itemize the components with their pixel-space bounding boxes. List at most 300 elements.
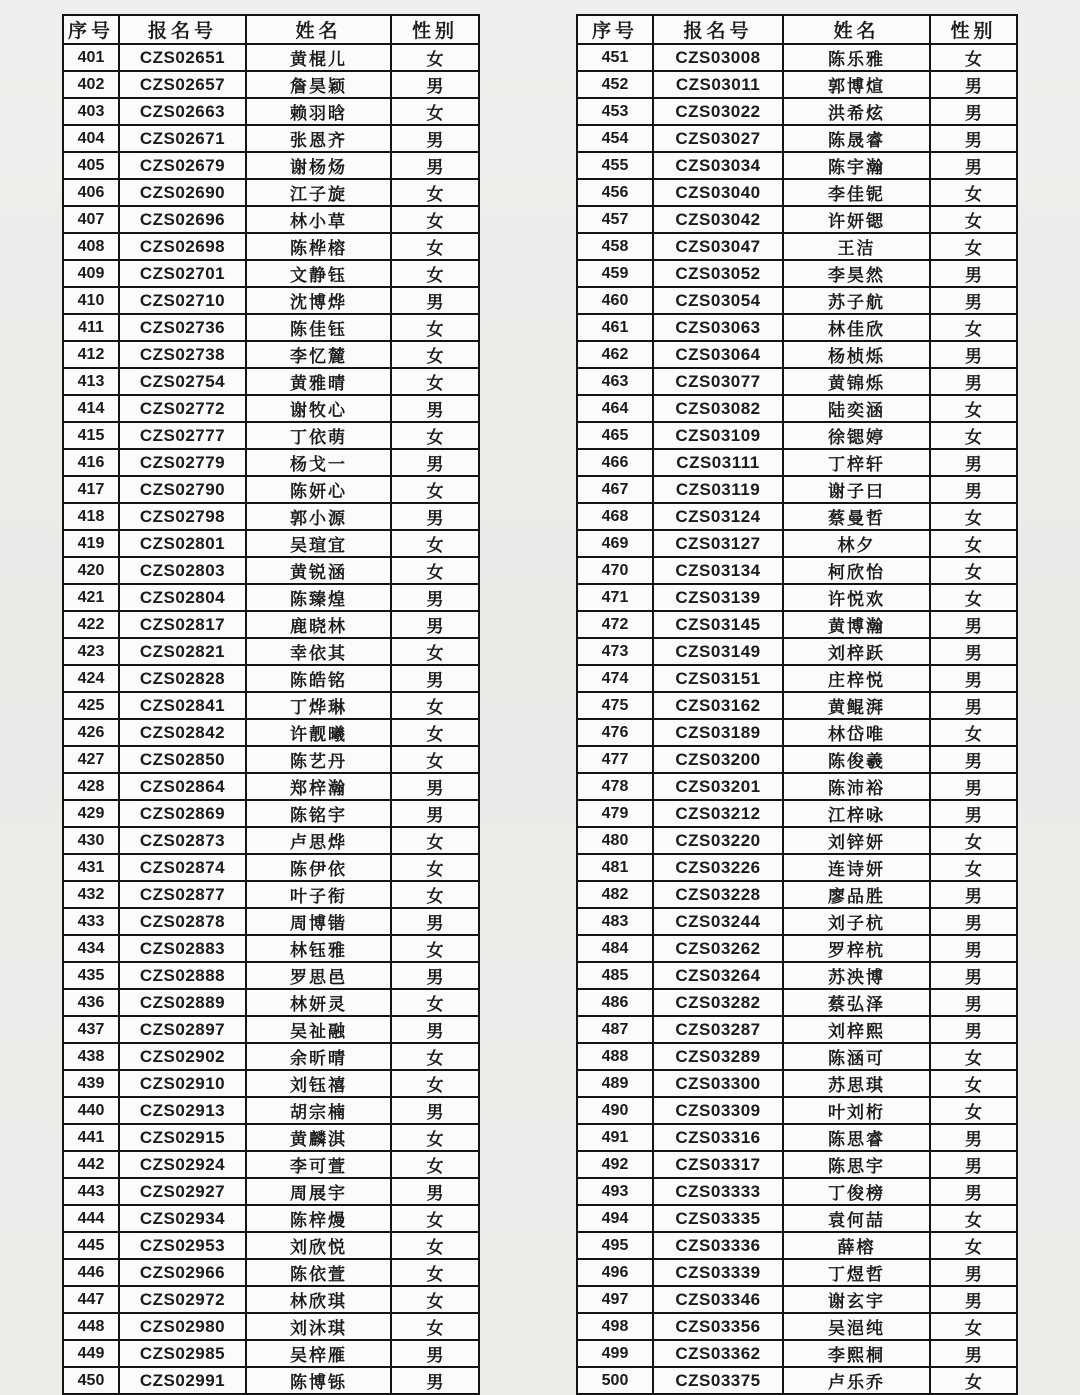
reg-no-cell: CZS02850 (119, 746, 246, 773)
table-row (577, 449, 1017, 476)
table-row (63, 1097, 479, 1124)
reg-no-cell: CZS03317 (653, 1151, 783, 1178)
reg-no-cell: CZS02972 (119, 1286, 246, 1313)
serial-cell: 461 (577, 314, 653, 341)
gender-cell: 女 (391, 1259, 479, 1286)
reg-no-cell: CZS02991 (119, 1367, 246, 1394)
serial-cell: 419 (63, 530, 119, 557)
gender-cell: 男 (930, 1124, 1017, 1151)
serial-cell: 446 (63, 1259, 119, 1286)
gender-cell: 男 (391, 449, 479, 476)
name-cell: 江梓咏 (783, 800, 930, 827)
name-cell: 陈乐雅 (783, 44, 930, 71)
reg-no-cell: CZS03008 (653, 44, 783, 71)
table-row (63, 503, 479, 530)
table-row (63, 584, 479, 611)
name-cell: 陈依萱 (246, 1259, 391, 1286)
table-row (577, 71, 1017, 98)
gender-cell: 女 (930, 179, 1017, 206)
table-row (577, 638, 1017, 665)
table-row (577, 1286, 1017, 1313)
serial-cell: 478 (577, 773, 653, 800)
name-cell: 陈艺丹 (246, 746, 391, 773)
gender-cell: 男 (930, 800, 1017, 827)
name-cell: 徐锶婷 (783, 422, 930, 449)
header-row (577, 15, 1017, 44)
gender-cell: 女 (391, 1151, 479, 1178)
name-cell: 胡宗楠 (246, 1097, 391, 1124)
gender-cell: 男 (391, 1178, 479, 1205)
reg-no-cell: CZS03282 (653, 989, 783, 1016)
serial-cell: 443 (63, 1178, 119, 1205)
table-row (577, 854, 1017, 881)
table-row (63, 1124, 479, 1151)
table-row (577, 584, 1017, 611)
serial-cell: 479 (577, 800, 653, 827)
name-cell: 许靓曦 (246, 719, 391, 746)
serial-cell: 458 (577, 233, 653, 260)
table-row (63, 1151, 479, 1178)
reg-no-cell: CZS02913 (119, 1097, 246, 1124)
reg-no-cell: CZS02777 (119, 422, 246, 449)
serial-cell: 481 (577, 854, 653, 881)
name-cell: 苏思琪 (783, 1070, 930, 1097)
reg-no-cell: CZS03220 (653, 827, 783, 854)
serial-cell: 410 (63, 287, 119, 314)
reg-no-cell: CZS03064 (653, 341, 783, 368)
reg-no-cell: CZS02902 (119, 1043, 246, 1070)
table-row (577, 1043, 1017, 1070)
table-row (577, 557, 1017, 584)
name-cell: 文静钰 (246, 260, 391, 287)
table-row (577, 287, 1017, 314)
name-cell: 黄麟淇 (246, 1124, 391, 1151)
serial-cell: 429 (63, 800, 119, 827)
gender-cell: 女 (391, 1286, 479, 1313)
reg-no-cell: CZS03077 (653, 368, 783, 395)
reg-no-cell: CZS02657 (119, 71, 246, 98)
name-cell: 丁梓轩 (783, 449, 930, 476)
gender-cell: 女 (930, 584, 1017, 611)
table-row (577, 395, 1017, 422)
reg-no-cell: CZS02934 (119, 1205, 246, 1232)
table-row (63, 179, 479, 206)
reg-no-cell: CZS03336 (653, 1232, 783, 1259)
serial-cell: 488 (577, 1043, 653, 1070)
table-row (577, 44, 1017, 71)
gender-cell: 女 (930, 1070, 1017, 1097)
gender-cell: 女 (391, 1124, 479, 1151)
name-cell: 陈涵可 (783, 1043, 930, 1070)
reg-no-cell: CZS02842 (119, 719, 246, 746)
serial-cell: 493 (577, 1178, 653, 1205)
serial-cell: 449 (63, 1340, 119, 1367)
table-row (63, 665, 479, 692)
table-row (577, 179, 1017, 206)
name-cell: 刘子杭 (783, 908, 930, 935)
serial-cell: 425 (63, 692, 119, 719)
table-row (63, 1367, 479, 1394)
name-cell: 周展宇 (246, 1178, 391, 1205)
table-row (63, 557, 479, 584)
reg-no-cell: CZS02671 (119, 125, 246, 152)
name-cell: 吴梓雁 (246, 1340, 391, 1367)
table-row (63, 800, 479, 827)
table-row (577, 1259, 1017, 1286)
reg-no-cell: CZS03042 (653, 206, 783, 233)
reg-no-cell: CZS02779 (119, 449, 246, 476)
gender-cell: 男 (930, 638, 1017, 665)
serial-cell: 462 (577, 341, 653, 368)
name-cell: 吴祉融 (246, 1016, 391, 1043)
reg-no-cell: CZS02817 (119, 611, 246, 638)
gender-cell: 女 (930, 1043, 1017, 1070)
serial-cell: 494 (577, 1205, 653, 1232)
name-cell: 陈皓铭 (246, 665, 391, 692)
serial-cell: 445 (63, 1232, 119, 1259)
serial-cell: 500 (577, 1367, 653, 1394)
serial-cell: 489 (577, 1070, 653, 1097)
gender-cell: 男 (930, 98, 1017, 125)
gender-cell: 女 (391, 341, 479, 368)
name-cell: 李佳铌 (783, 179, 930, 206)
table-row (577, 206, 1017, 233)
gender-cell: 女 (391, 881, 479, 908)
name-cell: 丁依萌 (246, 422, 391, 449)
header-row (63, 15, 479, 44)
gender-cell: 男 (391, 962, 479, 989)
gender-cell: 女 (930, 1097, 1017, 1124)
serial-cell: 406 (63, 179, 119, 206)
serial-cell: 416 (63, 449, 119, 476)
reg-no-cell: CZS02690 (119, 179, 246, 206)
gender-cell: 女 (391, 422, 479, 449)
gender-cell: 女 (930, 395, 1017, 422)
gender-cell: 女 (930, 719, 1017, 746)
table-row (63, 719, 479, 746)
gender-cell: 男 (391, 125, 479, 152)
serial-cell: 477 (577, 746, 653, 773)
table-row (63, 1043, 479, 1070)
reg-no-cell: CZS02915 (119, 1124, 246, 1151)
gender-cell: 男 (930, 881, 1017, 908)
gender-cell: 女 (391, 260, 479, 287)
name-cell: 丁煜哲 (783, 1259, 930, 1286)
serial-cell: 418 (63, 503, 119, 530)
gender-cell: 女 (930, 827, 1017, 854)
name-cell: 林钰雅 (246, 935, 391, 962)
name-cell: 许妍锶 (783, 206, 930, 233)
gender-cell: 女 (391, 314, 479, 341)
gender-cell: 女 (930, 1367, 1017, 1394)
table-row (63, 854, 479, 881)
name-cell: 黄雅晴 (246, 368, 391, 395)
reg-no-cell: CZS03052 (653, 260, 783, 287)
table-row (577, 341, 1017, 368)
name-cell: 刘钰禧 (246, 1070, 391, 1097)
reg-no-cell: CZS02966 (119, 1259, 246, 1286)
name-cell: 庄梓悦 (783, 665, 930, 692)
gender-cell: 女 (391, 368, 479, 395)
serial-cell: 497 (577, 1286, 653, 1313)
gender-cell: 男 (930, 449, 1017, 476)
serial-cell: 434 (63, 935, 119, 962)
reg-no-cell: CZS03063 (653, 314, 783, 341)
reg-no-cell: CZS03339 (653, 1259, 783, 1286)
name-cell: 张恩齐 (246, 125, 391, 152)
gender-cell: 女 (930, 854, 1017, 881)
table-row (63, 1205, 479, 1232)
table-row (63, 530, 479, 557)
gender-cell: 女 (930, 1205, 1017, 1232)
table-row (63, 287, 479, 314)
serial-cell: 430 (63, 827, 119, 854)
gender-cell: 男 (391, 287, 479, 314)
serial-cell: 453 (577, 98, 653, 125)
serial-cell: 457 (577, 206, 653, 233)
serial-cell: 484 (577, 935, 653, 962)
reg-no-cell: CZS02698 (119, 233, 246, 260)
table-row (577, 1016, 1017, 1043)
reg-no-cell: CZS03300 (653, 1070, 783, 1097)
gender-cell: 男 (930, 773, 1017, 800)
gender-cell: 女 (391, 1313, 479, 1340)
gender-cell: 男 (391, 773, 479, 800)
name-cell: 陈伊依 (246, 854, 391, 881)
gender-cell: 男 (930, 746, 1017, 773)
table-row (63, 773, 479, 800)
reg-no-cell: CZS02679 (119, 152, 246, 179)
gender-cell: 男 (391, 152, 479, 179)
name-cell: 陈桦榕 (246, 233, 391, 260)
serial-cell: 486 (577, 989, 653, 1016)
name-cell: 杨桢烁 (783, 341, 930, 368)
serial-cell: 414 (63, 395, 119, 422)
col-header-serial: 序号 (63, 15, 119, 44)
name-cell: 周博锴 (246, 908, 391, 935)
serial-cell: 470 (577, 557, 653, 584)
gender-cell: 男 (930, 1151, 1017, 1178)
gender-cell: 男 (930, 287, 1017, 314)
serial-cell: 460 (577, 287, 653, 314)
table-row (577, 1367, 1017, 1394)
reg-no-cell: CZS02874 (119, 854, 246, 881)
serial-cell: 454 (577, 125, 653, 152)
name-cell: 黄鲲湃 (783, 692, 930, 719)
gender-cell: 男 (930, 368, 1017, 395)
name-cell: 卢乐乔 (783, 1367, 930, 1394)
serial-cell: 475 (577, 692, 653, 719)
reg-no-cell: CZS02888 (119, 962, 246, 989)
table-row (63, 206, 479, 233)
table-row (63, 962, 479, 989)
gender-cell: 女 (391, 179, 479, 206)
table-row (63, 1286, 479, 1313)
gender-cell: 女 (930, 44, 1017, 71)
serial-cell: 498 (577, 1313, 653, 1340)
gender-cell: 女 (391, 746, 479, 773)
reg-no-cell: CZS03047 (653, 233, 783, 260)
table-row (63, 260, 479, 287)
table-row (577, 1340, 1017, 1367)
col-header-gender: 性别 (930, 15, 1017, 44)
reg-no-cell: CZS03124 (653, 503, 783, 530)
table-row (577, 773, 1017, 800)
reg-no-cell: CZS02701 (119, 260, 246, 287)
name-cell: 杨戈一 (246, 449, 391, 476)
name-cell: 林欣琪 (246, 1286, 391, 1313)
gender-cell: 女 (930, 206, 1017, 233)
reg-no-cell: CZS02910 (119, 1070, 246, 1097)
serial-cell: 491 (577, 1124, 653, 1151)
serial-cell: 427 (63, 746, 119, 773)
name-cell: 沈博烨 (246, 287, 391, 314)
table-row (577, 152, 1017, 179)
table-row (63, 1070, 479, 1097)
serial-cell: 407 (63, 206, 119, 233)
gender-cell: 男 (930, 989, 1017, 1016)
gender-cell: 女 (391, 827, 479, 854)
serial-cell: 412 (63, 341, 119, 368)
table-row (63, 314, 479, 341)
serial-cell: 424 (63, 665, 119, 692)
serial-cell: 413 (63, 368, 119, 395)
name-cell: 幸依其 (246, 638, 391, 665)
reg-no-cell: CZS02738 (119, 341, 246, 368)
serial-cell: 463 (577, 368, 653, 395)
reg-no-cell: CZS02873 (119, 827, 246, 854)
reg-no-cell: CZS03228 (653, 881, 783, 908)
reg-no-cell: CZS02754 (119, 368, 246, 395)
table-row (63, 1016, 479, 1043)
reg-no-cell: CZS02927 (119, 1178, 246, 1205)
reg-no-cell: CZS02924 (119, 1151, 246, 1178)
serial-cell: 467 (577, 476, 653, 503)
name-cell: 罗梓杭 (783, 935, 930, 962)
table-row (577, 665, 1017, 692)
serial-cell: 469 (577, 530, 653, 557)
serial-cell: 431 (63, 854, 119, 881)
reg-no-cell: CZS03162 (653, 692, 783, 719)
reg-no-cell: CZS03346 (653, 1286, 783, 1313)
name-cell: 陈佳钰 (246, 314, 391, 341)
name-cell: 林岱唯 (783, 719, 930, 746)
serial-cell: 464 (577, 395, 653, 422)
table-row (63, 125, 479, 152)
serial-cell: 432 (63, 881, 119, 908)
table-row (577, 908, 1017, 935)
name-cell: 刘沐琪 (246, 1313, 391, 1340)
reg-no-cell: CZS03054 (653, 287, 783, 314)
reg-no-cell: CZS03264 (653, 962, 783, 989)
gender-cell: 男 (930, 476, 1017, 503)
name-cell: 陈宇瀚 (783, 152, 930, 179)
name-cell: 苏泱博 (783, 962, 930, 989)
reg-no-cell: CZS03082 (653, 395, 783, 422)
serial-cell: 456 (577, 179, 653, 206)
name-cell: 连诗妍 (783, 854, 930, 881)
serial-cell: 420 (63, 557, 119, 584)
table-row (577, 1097, 1017, 1124)
reg-no-cell: CZS03109 (653, 422, 783, 449)
table-row (577, 422, 1017, 449)
table-row (63, 233, 479, 260)
reg-no-cell: CZS03287 (653, 1016, 783, 1043)
name-cell: 郑梓瀚 (246, 773, 391, 800)
serial-cell: 435 (63, 962, 119, 989)
table-row (63, 908, 479, 935)
gender-cell: 男 (391, 611, 479, 638)
table-row (63, 98, 479, 125)
gender-cell: 男 (391, 584, 479, 611)
gender-cell: 女 (930, 1232, 1017, 1259)
gender-cell: 女 (391, 1232, 479, 1259)
serial-cell: 403 (63, 98, 119, 125)
name-cell: 袁何喆 (783, 1205, 930, 1232)
name-cell: 廖品胜 (783, 881, 930, 908)
table-row (577, 1232, 1017, 1259)
table-row (577, 800, 1017, 827)
reg-no-cell: CZS03201 (653, 773, 783, 800)
table-row (577, 1178, 1017, 1205)
reg-no-cell: CZS03316 (653, 1124, 783, 1151)
reg-no-cell: CZS03149 (653, 638, 783, 665)
table-row (63, 368, 479, 395)
table-row (63, 1340, 479, 1367)
name-cell: 黄博瀚 (783, 611, 930, 638)
name-cell: 陈晟睿 (783, 125, 930, 152)
table-row (577, 692, 1017, 719)
serial-cell: 476 (577, 719, 653, 746)
name-cell: 陆奕涵 (783, 395, 930, 422)
reg-no-cell: CZS03139 (653, 584, 783, 611)
reg-no-cell: CZS02821 (119, 638, 246, 665)
col-header-name: 姓名 (783, 15, 930, 44)
name-cell: 林妍灵 (246, 989, 391, 1016)
gender-cell: 男 (391, 1340, 479, 1367)
name-cell: 丁烨琳 (246, 692, 391, 719)
name-cell: 许悦欢 (783, 584, 930, 611)
gender-cell: 男 (930, 1016, 1017, 1043)
name-cell: 陈梓熳 (246, 1205, 391, 1232)
name-cell: 蔡曼哲 (783, 503, 930, 530)
reg-no-cell: CZS02772 (119, 395, 246, 422)
name-cell: 李可萱 (246, 1151, 391, 1178)
serial-cell: 492 (577, 1151, 653, 1178)
serial-cell: 482 (577, 881, 653, 908)
serial-cell: 409 (63, 260, 119, 287)
serial-cell: 436 (63, 989, 119, 1016)
serial-cell: 451 (577, 44, 653, 71)
name-cell: 林小草 (246, 206, 391, 233)
table-row (63, 395, 479, 422)
serial-cell: 495 (577, 1232, 653, 1259)
gender-cell: 男 (930, 260, 1017, 287)
reg-no-cell: CZS03212 (653, 800, 783, 827)
name-cell: 刘欣悦 (246, 1232, 391, 1259)
gender-cell: 男 (391, 1367, 479, 1394)
serial-cell: 471 (577, 584, 653, 611)
reg-no-cell: CZS03262 (653, 935, 783, 962)
serial-cell: 496 (577, 1259, 653, 1286)
gender-cell: 男 (391, 800, 479, 827)
name-cell: 陈沛裕 (783, 773, 930, 800)
serial-cell: 474 (577, 665, 653, 692)
table-row (577, 989, 1017, 1016)
serial-cell: 499 (577, 1340, 653, 1367)
table-row (63, 1178, 479, 1205)
reg-no-cell: CZS03145 (653, 611, 783, 638)
